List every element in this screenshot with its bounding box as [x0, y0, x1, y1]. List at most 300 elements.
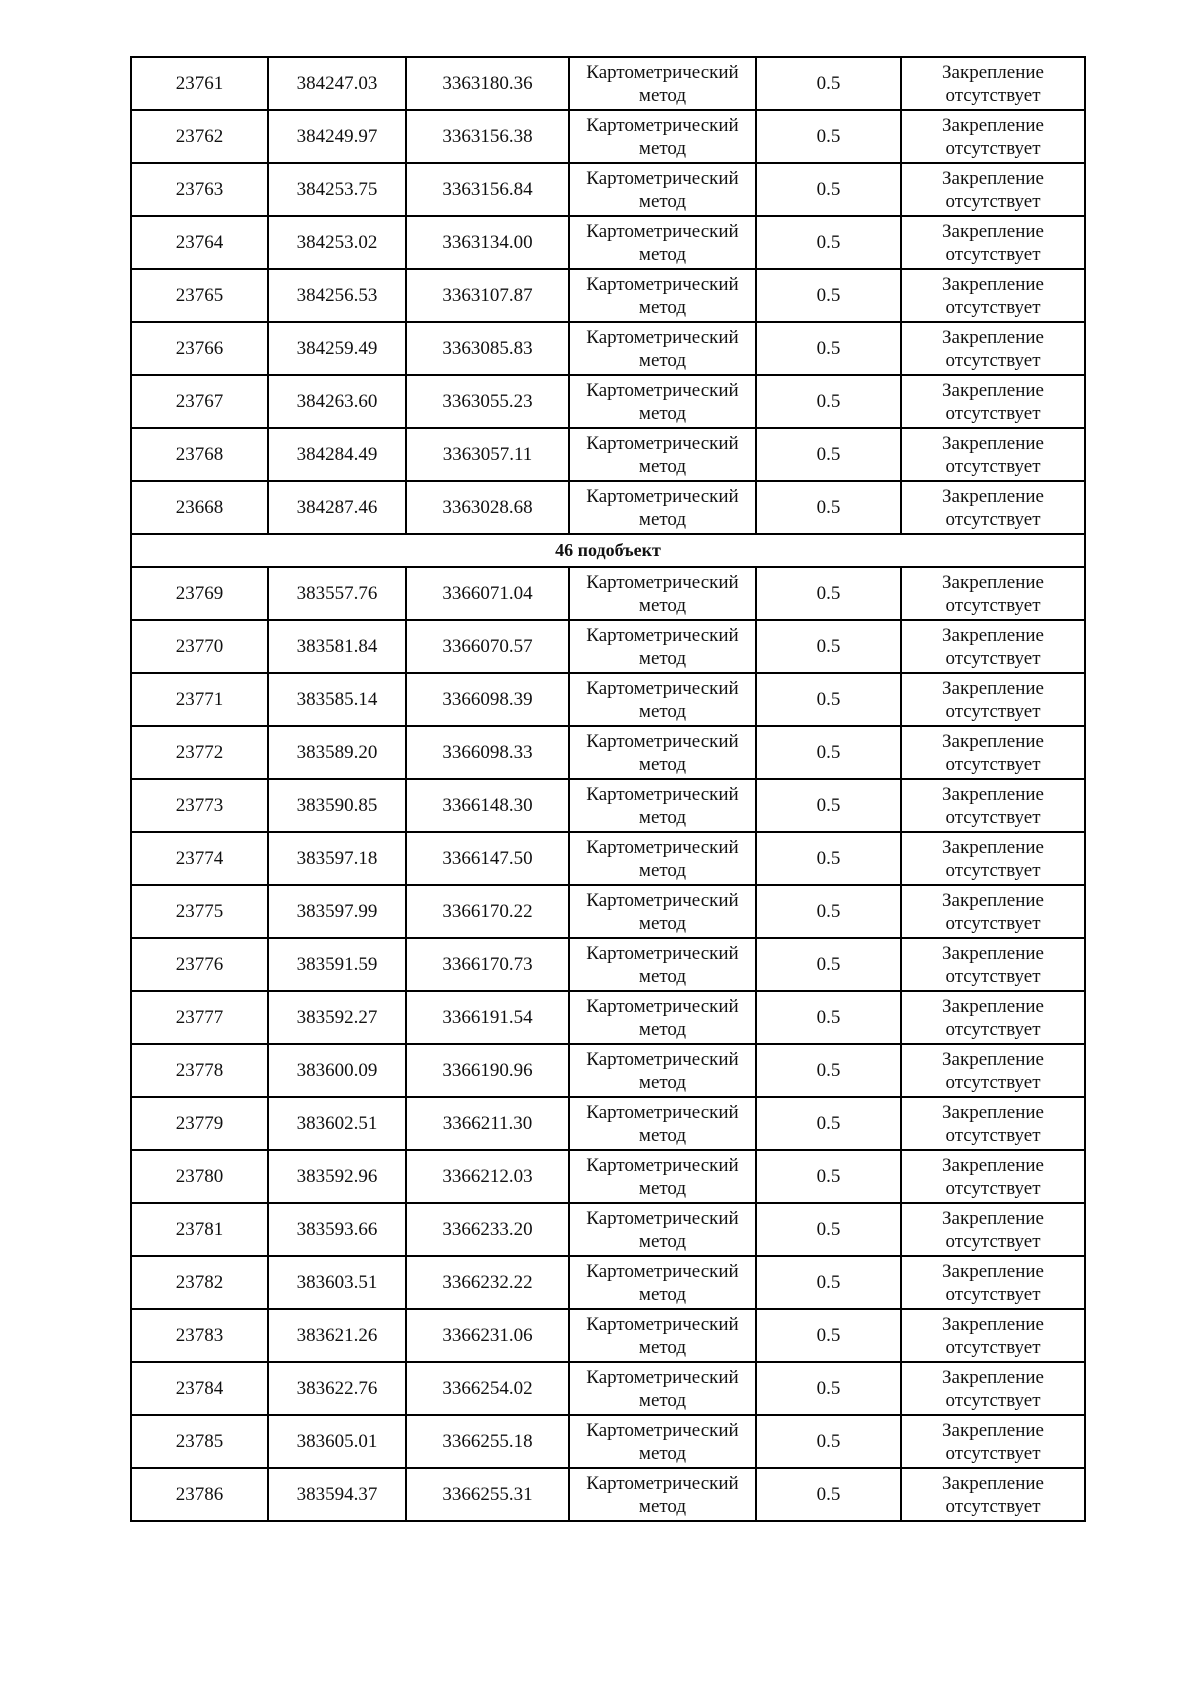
x-coordinate-cell [268, 57, 406, 110]
x-coordinate-text: 384259.49 [296, 338, 378, 359]
y-coordinate-cell [406, 57, 569, 110]
method-text: Картометрический метод [586, 942, 739, 987]
fixing-description-cell [901, 1309, 1085, 1362]
fixing-description-cell [901, 57, 1085, 110]
fixing-description-text: Закрепление отсутствует [942, 677, 1044, 722]
method-cell [569, 1415, 756, 1468]
accuracy-cell [756, 1415, 901, 1468]
x-coordinate-text: 384287.46 [296, 497, 378, 518]
x-coordinate-text: 383592.27 [296, 1007, 378, 1028]
y-coordinate-text: 3363156.38 [442, 126, 533, 147]
fixing-description-text: Закрепление отсутствует [942, 1472, 1044, 1517]
y-coordinate-cell [406, 1415, 569, 1468]
y-coordinate-text: 3366211.30 [442, 1113, 533, 1134]
accuracy-text: 0.5 [816, 1060, 841, 1081]
table-row [131, 1203, 1085, 1256]
fixing-description-cell [901, 1044, 1085, 1097]
x-coordinate-cell [268, 620, 406, 673]
accuracy-cell [756, 110, 901, 163]
table-row [131, 567, 1085, 620]
y-coordinate-cell [406, 1044, 569, 1097]
x-coordinate-text: 383581.84 [296, 636, 378, 657]
document-page [130, 56, 1084, 1522]
method-text: Картометрический метод [586, 326, 739, 371]
point-number-cell [131, 1150, 268, 1203]
fixing-description-text: Закрепление отсутствует [942, 783, 1044, 828]
accuracy-text: 0.5 [816, 1431, 841, 1452]
fixing-description-text: Закрепление отсутствует [942, 942, 1044, 987]
table-row [131, 1044, 1085, 1097]
fixing-description-cell [901, 1468, 1085, 1521]
y-coordinate-cell [406, 938, 569, 991]
fixing-description-text: Закрепление отсутствует [942, 624, 1044, 669]
point-number-cell [131, 1415, 268, 1468]
fixing-description-text: Закрепление отсутствует [942, 1366, 1044, 1411]
point-number-cell [131, 1203, 268, 1256]
accuracy-cell [756, 375, 901, 428]
point-number-cell [131, 991, 268, 1044]
point-number-text: 23776 [175, 954, 224, 975]
accuracy-cell [756, 269, 901, 322]
method-text: Картометрический метод [586, 624, 739, 669]
y-coordinate-text: 3363085.83 [442, 338, 533, 359]
accuracy-cell [756, 1150, 901, 1203]
accuracy-text: 0.5 [816, 444, 841, 465]
table-row [131, 375, 1085, 428]
y-coordinate-cell [406, 832, 569, 885]
accuracy-cell [756, 1097, 901, 1150]
x-coordinate-cell [268, 269, 406, 322]
fixing-description-cell [901, 885, 1085, 938]
y-coordinate-cell [406, 620, 569, 673]
y-coordinate-text: 3366071.04 [442, 583, 533, 604]
y-coordinate-cell [406, 1203, 569, 1256]
accuracy-cell [756, 322, 901, 375]
point-number-cell [131, 1362, 268, 1415]
table-row [131, 1468, 1085, 1521]
method-cell [569, 110, 756, 163]
x-coordinate-text: 383602.51 [296, 1113, 378, 1134]
x-coordinate-text: 383591.59 [296, 954, 378, 975]
accuracy-text: 0.5 [816, 1378, 841, 1399]
accuracy-text: 0.5 [816, 1166, 841, 1187]
fixing-description-cell [901, 1256, 1085, 1309]
point-number-text: 23767 [175, 391, 224, 412]
point-number-cell [131, 216, 268, 269]
y-coordinate-cell [406, 673, 569, 726]
coordinates-table [130, 56, 1086, 1522]
section-title: 46 подобъект [131, 534, 1085, 567]
point-number-text: 23765 [175, 285, 224, 306]
table-row [131, 673, 1085, 726]
accuracy-text: 0.5 [816, 126, 841, 147]
y-coordinate-text: 3366148.30 [442, 795, 533, 816]
fixing-description-text: Закрепление отсутствует [942, 571, 1044, 616]
fixing-description-cell [901, 991, 1085, 1044]
x-coordinate-text: 383557.76 [296, 583, 378, 604]
x-coordinate-text: 383594.37 [296, 1484, 378, 1505]
accuracy-cell [756, 1309, 901, 1362]
y-coordinate-text: 3366170.22 [442, 901, 533, 922]
point-number-cell [131, 673, 268, 726]
table-row [131, 832, 1085, 885]
y-coordinate-cell [406, 375, 569, 428]
x-coordinate-text: 383590.85 [296, 795, 378, 816]
x-coordinate-text: 383592.96 [296, 1166, 378, 1187]
point-number-text: 23772 [175, 742, 224, 763]
x-coordinate-text: 383597.99 [296, 901, 378, 922]
point-number-text: 23773 [175, 795, 224, 816]
x-coordinate-text: 384253.02 [296, 232, 378, 253]
fixing-description-cell [901, 726, 1085, 779]
method-cell [569, 673, 756, 726]
point-number-cell [131, 428, 268, 481]
accuracy-text: 0.5 [816, 232, 841, 253]
y-coordinate-cell [406, 322, 569, 375]
method-cell [569, 375, 756, 428]
x-coordinate-cell [268, 216, 406, 269]
x-coordinate-text: 384284.49 [296, 444, 378, 465]
fixing-description-text: Закрепление отсутствует [942, 730, 1044, 775]
method-text: Картометрический метод [586, 889, 739, 934]
fixing-description-cell [901, 1362, 1085, 1415]
fixing-description-text: Закрепление отсутствует [942, 1260, 1044, 1305]
method-text: Картометрический метод [586, 485, 739, 530]
point-number-cell [131, 832, 268, 885]
x-coordinate-text: 383603.51 [296, 1272, 378, 1293]
y-coordinate-cell [406, 269, 569, 322]
fixing-description-cell [901, 1097, 1085, 1150]
point-number-cell [131, 885, 268, 938]
method-cell [569, 269, 756, 322]
method-text: Картометрический метод [586, 1207, 739, 1252]
fixing-description-cell [901, 110, 1085, 163]
point-number-cell [131, 57, 268, 110]
y-coordinate-cell [406, 1150, 569, 1203]
x-coordinate-cell [268, 991, 406, 1044]
accuracy-text: 0.5 [816, 742, 841, 763]
x-coordinate-cell [268, 1256, 406, 1309]
method-text: Картометрический метод [586, 1472, 739, 1517]
y-coordinate-cell [406, 1468, 569, 1521]
point-number-cell [131, 322, 268, 375]
fixing-description-cell [901, 938, 1085, 991]
y-coordinate-cell [406, 779, 569, 832]
method-cell [569, 1150, 756, 1203]
x-coordinate-cell [268, 481, 406, 534]
fixing-description-cell [901, 779, 1085, 832]
fixing-description-text: Закрепление отсутствует [942, 114, 1044, 159]
fixing-description-text: Закрепление отсутствует [942, 485, 1044, 530]
accuracy-text: 0.5 [816, 1325, 841, 1346]
point-number-text: 23766 [175, 338, 224, 359]
point-number-text: 23763 [175, 179, 224, 200]
point-number-text: 23785 [175, 1431, 224, 1452]
method-cell [569, 481, 756, 534]
x-coordinate-text: 384253.75 [296, 179, 378, 200]
fixing-description-cell [901, 375, 1085, 428]
x-coordinate-cell [268, 673, 406, 726]
point-number-cell [131, 567, 268, 620]
method-text: Картометрический метод [586, 61, 739, 106]
y-coordinate-text: 3366231.06 [442, 1325, 533, 1346]
table-row [131, 57, 1085, 110]
method-cell [569, 216, 756, 269]
fixing-description-cell [901, 216, 1085, 269]
accuracy-cell [756, 1468, 901, 1521]
accuracy-cell [756, 885, 901, 938]
method-cell [569, 885, 756, 938]
accuracy-cell [756, 673, 901, 726]
method-text: Картометрический метод [586, 1313, 739, 1358]
table-row [131, 163, 1085, 216]
y-coordinate-text: 3363028.68 [442, 497, 533, 518]
fixing-description-text: Закрепление отсутствует [942, 889, 1044, 934]
method-text: Картометрический метод [586, 1260, 739, 1305]
method-text: Картометрический метод [586, 114, 739, 159]
x-coordinate-cell [268, 110, 406, 163]
x-coordinate-text: 384249.97 [296, 126, 378, 147]
y-coordinate-text: 3366212.03 [442, 1166, 533, 1187]
fixing-description-cell [901, 163, 1085, 216]
x-coordinate-text: 384263.60 [296, 391, 378, 412]
fixing-description-cell [901, 1150, 1085, 1203]
x-coordinate-cell [268, 779, 406, 832]
y-coordinate-text: 3366255.31 [442, 1484, 533, 1505]
y-coordinate-cell [406, 1309, 569, 1362]
y-coordinate-text: 3363156.84 [442, 179, 533, 200]
accuracy-text: 0.5 [816, 285, 841, 306]
accuracy-cell [756, 481, 901, 534]
accuracy-text: 0.5 [816, 795, 841, 816]
point-number-text: 23778 [175, 1060, 224, 1081]
table-row [131, 269, 1085, 322]
fixing-description-cell [901, 269, 1085, 322]
x-coordinate-cell [268, 1362, 406, 1415]
x-coordinate-text: 383589.20 [296, 742, 378, 763]
accuracy-text: 0.5 [816, 179, 841, 200]
accuracy-text: 0.5 [816, 1007, 841, 1028]
method-cell [569, 991, 756, 1044]
y-coordinate-cell [406, 216, 569, 269]
table-row [131, 1097, 1085, 1150]
point-number-text: 23781 [175, 1219, 224, 1240]
accuracy-text: 0.5 [816, 954, 841, 975]
x-coordinate-text: 383593.66 [296, 1219, 378, 1240]
x-coordinate-cell [268, 375, 406, 428]
accuracy-cell [756, 779, 901, 832]
point-number-text: 23782 [175, 1272, 224, 1293]
y-coordinate-text: 3366232.22 [442, 1272, 533, 1293]
method-text: Картометрический метод [586, 220, 739, 265]
x-coordinate-cell [268, 1468, 406, 1521]
point-number-cell [131, 163, 268, 216]
table-row [131, 110, 1085, 163]
y-coordinate-text: 3366070.57 [442, 636, 533, 657]
x-coordinate-text: 384256.53 [296, 285, 378, 306]
method-text: Картометрический метод [586, 1154, 739, 1199]
table-row [131, 1256, 1085, 1309]
method-cell [569, 567, 756, 620]
y-coordinate-text: 3366191.54 [442, 1007, 533, 1028]
x-coordinate-text: 383621.26 [296, 1325, 378, 1346]
method-text: Картометрический метод [586, 836, 739, 881]
y-coordinate-text: 3363107.87 [442, 285, 533, 306]
x-coordinate-cell [268, 1150, 406, 1203]
y-coordinate-text: 3366098.39 [442, 689, 533, 710]
x-coordinate-cell [268, 1415, 406, 1468]
method-text: Картометрический метод [586, 432, 739, 477]
accuracy-text: 0.5 [816, 497, 841, 518]
x-coordinate-text: 383622.76 [296, 1378, 378, 1399]
method-cell [569, 163, 756, 216]
method-cell [569, 57, 756, 110]
fixing-description-text: Закрепление отсутствует [942, 1101, 1044, 1146]
point-number-cell [131, 1044, 268, 1097]
method-cell [569, 832, 756, 885]
y-coordinate-cell [406, 428, 569, 481]
method-text: Картометрический метод [586, 571, 739, 616]
method-cell [569, 620, 756, 673]
x-coordinate-cell [268, 163, 406, 216]
table-row [131, 779, 1085, 832]
point-number-cell [131, 1256, 268, 1309]
x-coordinate-cell [268, 322, 406, 375]
fixing-description-text: Закрепление отсутствует [942, 1048, 1044, 1093]
accuracy-cell [756, 938, 901, 991]
x-coordinate-cell [268, 885, 406, 938]
method-text: Картометрический метод [586, 1048, 739, 1093]
method-cell [569, 1044, 756, 1097]
point-number-cell [131, 1468, 268, 1521]
y-coordinate-cell [406, 110, 569, 163]
method-cell [569, 1203, 756, 1256]
point-number-text: 23779 [175, 1113, 224, 1134]
method-text: Картометрический метод [586, 1419, 739, 1464]
accuracy-cell [756, 726, 901, 779]
point-number-text: 23762 [175, 126, 224, 147]
x-coordinate-cell [268, 1097, 406, 1150]
fixing-description-cell [901, 481, 1085, 534]
x-coordinate-cell [268, 726, 406, 779]
table-row [131, 1309, 1085, 1362]
accuracy-cell [756, 163, 901, 216]
y-coordinate-text: 3366098.33 [442, 742, 533, 763]
accuracy-cell [756, 428, 901, 481]
y-coordinate-text: 3366233.20 [442, 1219, 533, 1240]
fixing-description-text: Закрепление отсутствует [942, 995, 1044, 1040]
fixing-description-cell [901, 322, 1085, 375]
accuracy-text: 0.5 [816, 689, 841, 710]
x-coordinate-cell [268, 1203, 406, 1256]
point-number-cell [131, 620, 268, 673]
point-number-cell [131, 938, 268, 991]
accuracy-text: 0.5 [816, 1484, 841, 1505]
point-number-cell [131, 375, 268, 428]
section-header-row [131, 534, 1085, 567]
method-cell [569, 1468, 756, 1521]
fixing-description-cell [901, 1415, 1085, 1468]
x-coordinate-text: 384247.03 [296, 73, 378, 94]
method-cell [569, 726, 756, 779]
accuracy-text: 0.5 [816, 848, 841, 869]
fixing-description-text: Закрепление отсутствует [942, 836, 1044, 881]
accuracy-text: 0.5 [816, 1113, 841, 1134]
x-coordinate-cell [268, 1309, 406, 1362]
method-cell [569, 428, 756, 481]
table-row [131, 216, 1085, 269]
fixing-description-cell [901, 567, 1085, 620]
point-number-cell [131, 1097, 268, 1150]
point-number-text: 23668 [175, 497, 224, 518]
accuracy-text: 0.5 [816, 636, 841, 657]
point-number-text: 23770 [175, 636, 224, 657]
y-coordinate-text: 3366170.73 [442, 954, 533, 975]
y-coordinate-cell [406, 726, 569, 779]
x-coordinate-cell [268, 938, 406, 991]
accuracy-text: 0.5 [816, 338, 841, 359]
point-number-text: 23780 [175, 1166, 224, 1187]
accuracy-cell [756, 57, 901, 110]
y-coordinate-text: 3366254.02 [442, 1378, 533, 1399]
accuracy-cell [756, 991, 901, 1044]
x-coordinate-cell [268, 567, 406, 620]
x-coordinate-text: 383600.09 [296, 1060, 378, 1081]
table-row [131, 938, 1085, 991]
method-cell [569, 1362, 756, 1415]
fixing-description-text: Закрепление отсутствует [942, 379, 1044, 424]
table-row [131, 1362, 1085, 1415]
accuracy-cell [756, 620, 901, 673]
method-cell [569, 1256, 756, 1309]
y-coordinate-text: 3366190.96 [442, 1060, 533, 1081]
point-number-cell [131, 269, 268, 322]
table-row [131, 428, 1085, 481]
accuracy-cell [756, 1256, 901, 1309]
y-coordinate-text: 3363180.36 [442, 73, 533, 94]
table-row [131, 620, 1085, 673]
point-number-cell [131, 110, 268, 163]
accuracy-text: 0.5 [816, 73, 841, 94]
fixing-description-cell [901, 673, 1085, 726]
method-text: Картометрический метод [586, 379, 739, 424]
method-text: Картометрический метод [586, 167, 739, 212]
point-number-text: 23786 [175, 1484, 224, 1505]
point-number-cell [131, 1309, 268, 1362]
y-coordinate-cell [406, 885, 569, 938]
y-coordinate-text: 3366255.18 [442, 1431, 533, 1452]
table-row [131, 991, 1085, 1044]
point-number-text: 23774 [175, 848, 224, 869]
table-row [131, 1415, 1085, 1468]
method-text: Картометрический метод [586, 677, 739, 722]
x-coordinate-cell [268, 832, 406, 885]
point-number-cell [131, 726, 268, 779]
accuracy-text: 0.5 [816, 1219, 841, 1240]
method-cell [569, 938, 756, 991]
method-text: Картометрический метод [586, 1101, 739, 1146]
point-number-text: 23784 [175, 1378, 224, 1399]
fixing-description-cell [901, 832, 1085, 885]
fixing-description-cell [901, 428, 1085, 481]
fixing-description-text: Закрепление отсутствует [942, 1154, 1044, 1199]
point-number-text: 23764 [175, 232, 224, 253]
y-coordinate-cell [406, 991, 569, 1044]
method-text: Картометрический метод [586, 783, 739, 828]
y-coordinate-cell [406, 1097, 569, 1150]
method-text: Картометрический метод [586, 995, 739, 1040]
point-number-cell [131, 481, 268, 534]
